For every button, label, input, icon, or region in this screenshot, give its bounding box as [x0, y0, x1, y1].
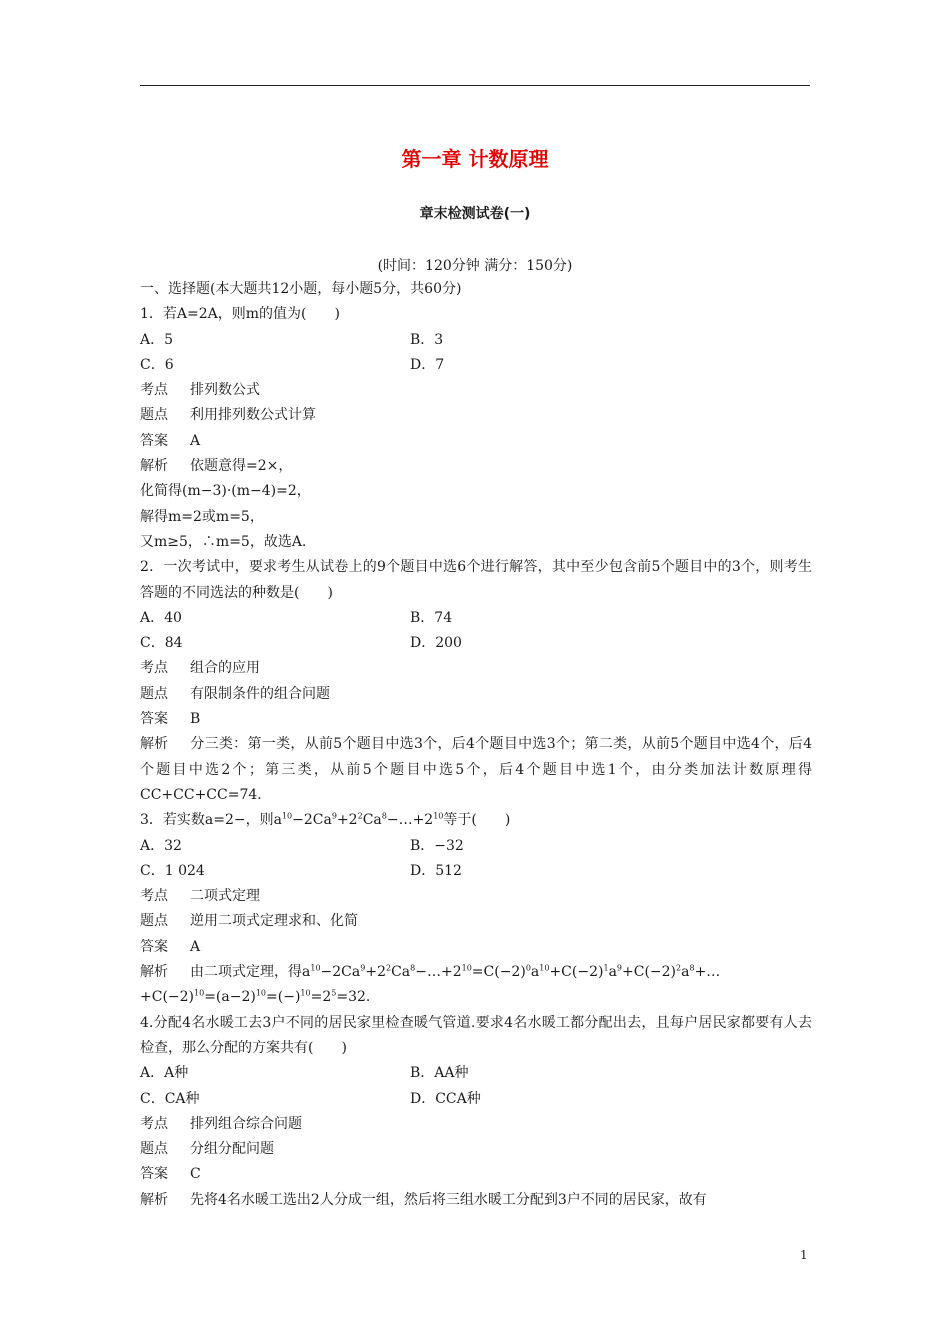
- option-c: C．6: [140, 356, 174, 373]
- option-a: A．A种: [140, 1065, 189, 1082]
- jiexi-text: +C(−2): [549, 964, 604, 981]
- tidian-label: 题点: [140, 913, 168, 930]
- answer-label: 答案: [140, 938, 168, 955]
- tidian-value: 利用排列数公式计算: [190, 407, 316, 424]
- question-2-jiexi: [140, 732, 812, 808]
- stem-text: +2: [336, 812, 358, 829]
- question-4-options-row-1: [140, 1061, 812, 1086]
- superscript: 10: [255, 988, 267, 998]
- jiexi-text: a: [608, 964, 617, 981]
- page-number: 1: [800, 1248, 808, 1262]
- answer-value: B: [190, 711, 201, 728]
- superscript: 8: [381, 811, 387, 821]
- superscript: 9: [360, 963, 366, 973]
- superscript: 0: [525, 963, 531, 973]
- kaodian-value: 组合的应用: [190, 660, 260, 677]
- option-a: A．40: [140, 609, 182, 626]
- jiexi-label: 解析: [140, 964, 168, 981]
- superscript: 8: [410, 963, 416, 973]
- superscript: 10: [194, 988, 205, 998]
- kaodian-value: 排列数公式: [190, 382, 260, 399]
- question-2-options-row-1: [140, 606, 812, 631]
- answer-value: C: [190, 1166, 201, 1183]
- kaodian-label: 考点: [140, 888, 168, 905]
- superscript: 10: [300, 988, 311, 998]
- question-2-answer: [140, 707, 812, 732]
- question-1-options-row-2: [140, 353, 812, 378]
- option-a: A．32: [140, 837, 182, 854]
- question-1-kaodian: [140, 378, 812, 403]
- jiexi-text: Ca: [391, 964, 411, 981]
- exam-subtitle: 章末检测试卷(一): [419, 206, 531, 222]
- jiexi-text: 分三类：第一类，从前5个题目中选3个，后4个题目中选3个；第二类，从前5个题目中选4个，后4个题目中选2个；第三类，从前5个题目中选5个，后4个题目中选1个，由分类加法计数原理得CC+CC+CC=74.: [140, 736, 812, 803]
- tidian-label: 题点: [140, 407, 168, 424]
- answer-value: A: [190, 938, 201, 955]
- question-3-options-row-1: [140, 834, 812, 859]
- superscript: 9: [616, 963, 623, 973]
- question-4-answer: [140, 1162, 812, 1187]
- superscript: 2: [676, 963, 682, 973]
- question-3-answer: [140, 935, 812, 960]
- stem-text: 等于( ): [443, 812, 511, 829]
- jiexi-text: 先将4名水暖工选出2人分成一组，然后将三组水暖工分配到3户不同的居民家，故有: [190, 1191, 707, 1208]
- superscript: 9: [331, 811, 337, 821]
- option-c: C．84: [140, 635, 183, 652]
- option-d: D．7: [410, 356, 445, 373]
- tidian-value: 分组分配问题: [190, 1141, 274, 1158]
- stem-text: 3．若实数a=2−，则a: [140, 812, 282, 829]
- section-heading: 一、选择题(本大题共12小题，每小题5分，共60分): [140, 281, 462, 297]
- jiexi-label: 解析: [140, 736, 168, 753]
- tidian-value: 逆用二项式定理求和、化简: [190, 913, 358, 930]
- jiexi-label: 解析: [140, 458, 168, 475]
- answer-label: 答案: [140, 711, 168, 728]
- superscript: 10: [539, 963, 550, 973]
- jiexi-text: =32.: [336, 989, 371, 1006]
- option-d: D．200: [410, 635, 462, 652]
- jiexi-text: 由二项式定理，得a: [190, 964, 311, 981]
- superscript: 2: [357, 811, 363, 821]
- option-c: C．1 024: [140, 862, 205, 879]
- question-2-kaodian: [140, 656, 812, 681]
- answer-label: 答案: [140, 1166, 168, 1183]
- tidian-label: 题点: [140, 685, 168, 702]
- question-3-tidian: [140, 909, 812, 934]
- jiexi-line: 化简得(m−3)·(m−4)=2，: [140, 483, 311, 500]
- superscript: 10: [281, 811, 293, 821]
- jiexi-line: 解得m=2或m=5，: [140, 508, 264, 525]
- kaodian-label: 考点: [140, 1115, 168, 1132]
- question-1-options-row-1: [140, 328, 812, 353]
- question-1-stem: 1．若A=2A，则m的值为( ): [140, 306, 340, 323]
- question-1-answer: [140, 429, 812, 454]
- stem-text: Ca: [362, 812, 382, 829]
- tidian-value: 有限制条件的组合问题: [190, 685, 330, 702]
- question-1-jiexi: [140, 454, 812, 479]
- jiexi-text: +C(−2): [622, 964, 677, 981]
- question-4-tidian: [140, 1137, 812, 1162]
- header-rule: [140, 85, 810, 86]
- superscript: 8: [689, 963, 695, 973]
- option-b: B．−32: [410, 837, 464, 854]
- answer-value: A: [190, 432, 201, 449]
- superscript: 1: [603, 963, 609, 973]
- question-1-tidian: [140, 403, 812, 428]
- option-d: D．CCA种: [410, 1090, 481, 1107]
- stem-text: −…+2: [386, 812, 434, 829]
- jiexi-text: =C(−2): [471, 964, 526, 981]
- question-4-stem: 4.分配4名水暖工去3户不同的居民家里检查暖气管道.要求4名水暖工都分配出去，且每户居民家都要有人去检查，那么分配的方案共有( ): [140, 1014, 812, 1056]
- question-3-jiexi: [140, 960, 812, 985]
- tidian-label: 题点: [140, 1141, 168, 1158]
- question-4-kaodian: [140, 1112, 812, 1137]
- question-4-options-row-2: [140, 1087, 812, 1112]
- option-b: B．AA种: [410, 1065, 469, 1082]
- option-a: A．5: [140, 331, 174, 348]
- document-body: [140, 277, 812, 1213]
- superscript: 10: [461, 963, 472, 973]
- question-3-stem: [140, 808, 812, 833]
- jiexi-text: =(−): [266, 989, 301, 1006]
- jiexi-text: +C(−2): [140, 989, 195, 1006]
- question-4-jiexi: [140, 1188, 812, 1213]
- kaodian-value: 二项式定理: [190, 888, 260, 905]
- option-b: B．74: [410, 609, 453, 626]
- option-b: B．3: [410, 331, 444, 348]
- question-2-options-row-2: [140, 631, 812, 656]
- question-3-kaodian: [140, 884, 812, 909]
- jiexi-line: 依题意得=2×，: [190, 458, 293, 475]
- jiexi-text: a: [530, 964, 540, 981]
- exam-info: (时间：120分钟 满分：150分): [377, 258, 573, 274]
- jiexi-text: +…: [694, 964, 721, 981]
- kaodian-label: 考点: [140, 382, 168, 399]
- question-3-jiexi-line-2: [140, 985, 812, 1010]
- answer-label: 答案: [140, 432, 168, 449]
- question-2-tidian: [140, 682, 812, 707]
- superscript: 5: [331, 988, 337, 998]
- jiexi-text: +2: [365, 964, 386, 981]
- option-d: D．512: [410, 862, 462, 879]
- jiexi-text: −…+2: [415, 964, 462, 981]
- jiexi-text: =(a−2): [204, 989, 256, 1006]
- option-c: C．CA种: [140, 1090, 200, 1107]
- jiexi-line: 又m≥5，∴m=5，故选A.: [140, 533, 307, 550]
- jiexi-text: −2Ca: [320, 964, 361, 981]
- stem-text: −2Ca: [292, 812, 332, 829]
- kaodian-value: 排列组合综合问题: [190, 1115, 302, 1132]
- chapter-title: 第一章 计数原理: [401, 147, 549, 171]
- kaodian-label: 考点: [140, 660, 168, 677]
- jiexi-text: a: [681, 964, 690, 981]
- question-2-stem: 2．一次考试中，要求考生从试卷上的9个题目中选6个进行解答，其中至少包含前5个题目中的3个，则考生答题的不同选法的种数是( ): [140, 559, 812, 601]
- jiexi-text: =2: [310, 989, 332, 1006]
- superscript: 10: [433, 811, 444, 821]
- question-3-options-row-2: [140, 859, 812, 884]
- superscript: 2: [385, 963, 392, 973]
- jiexi-label: 解析: [140, 1191, 168, 1208]
- superscript: 10: [310, 963, 321, 973]
